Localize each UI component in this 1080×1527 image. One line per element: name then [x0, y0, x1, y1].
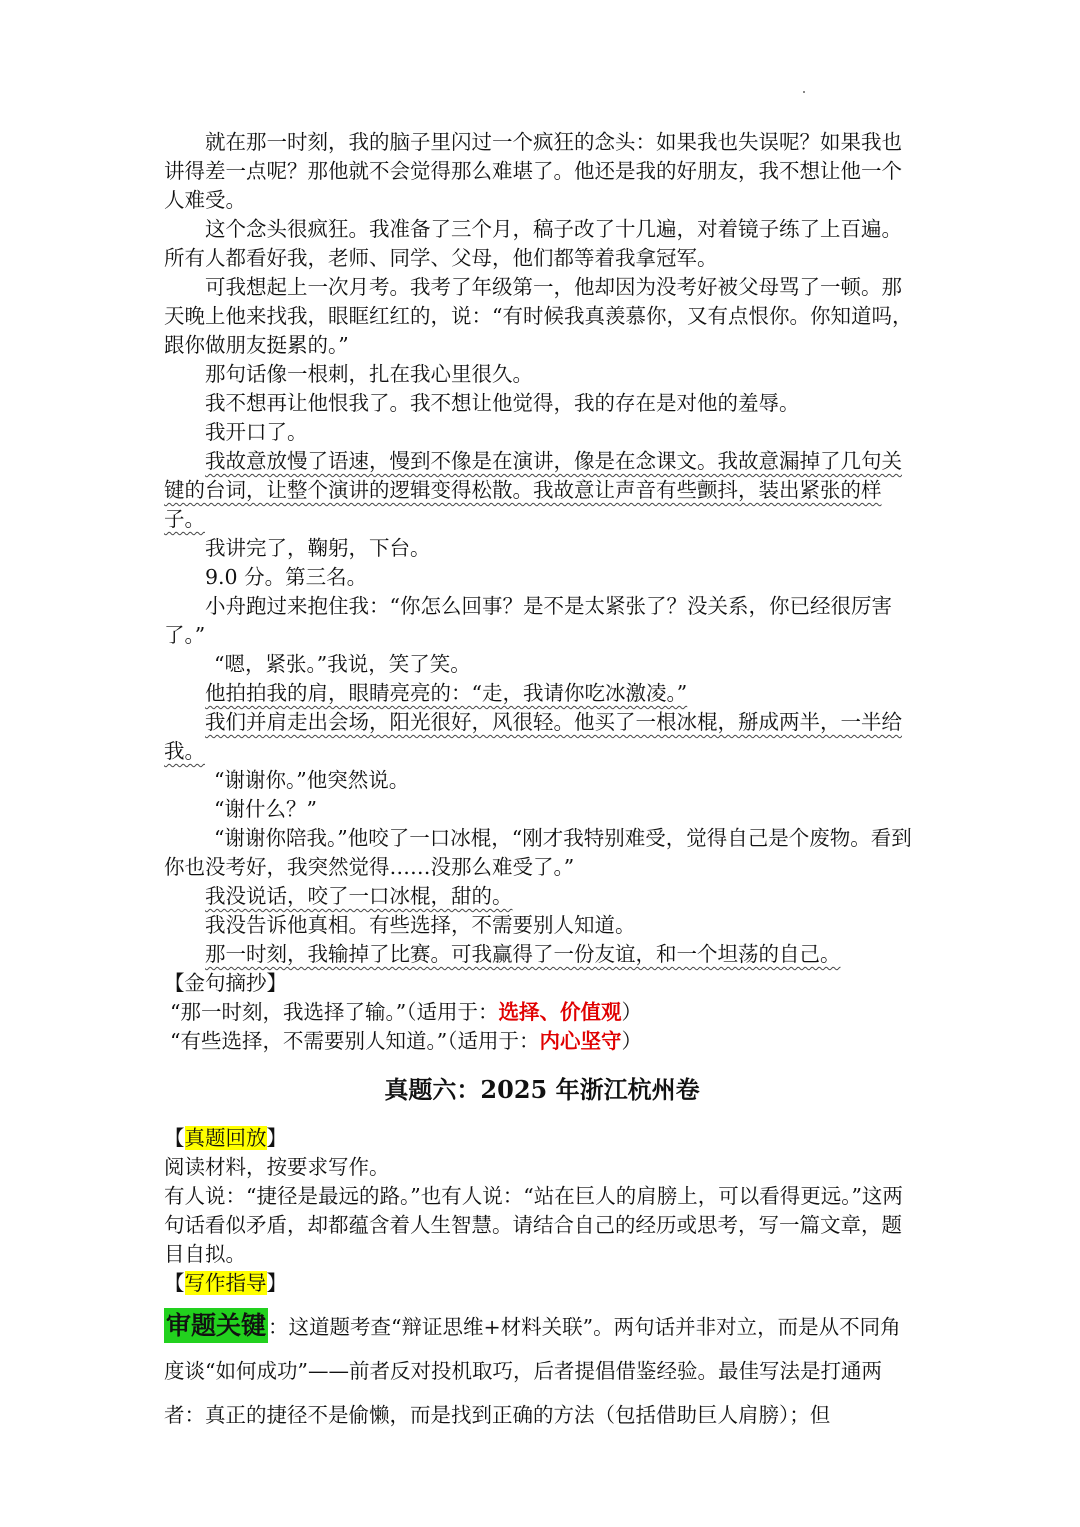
- quote-item-2: [170, 1027, 920, 1056]
- review-heading: [164, 1124, 920, 1153]
- story-paragraph-4: 那句话像一根刺，扎在我心里很久。: [205, 362, 533, 386]
- quote-tag: 内心坚守: [539, 1029, 622, 1053]
- review-label: 真题回放: [184, 1126, 267, 1150]
- story-paragraph-11: “嗯，紧张。”我说，笑了笑。: [214, 652, 471, 676]
- key-label: 审题关键: [164, 1308, 268, 1343]
- bracket: 】: [266, 1126, 287, 1150]
- story-paragraph-9: 9.0 分。第三名。: [205, 565, 368, 589]
- story-paragraph-12: [164, 679, 920, 708]
- key-text: 这道题考查“辩证思维+材料关联”。两句话并非对立，而是从不同角度谈“如何成功”——前者反对投机取巧，后者提倡借鉴经验。最佳写法是打通两者：真正的捷径不是偷懒，而是找到正确的方法（包括借助巨人肩膀）；但: [164, 1315, 901, 1427]
- key-colon: ：: [268, 1315, 289, 1339]
- prompt-material: 有人说：“捷径是最远的路。”也有人说：“站在巨人的肩膀上，可以看得更远。”这两句话看似矛盾，却都蕴含着人生智慧。请结合自己的经历或思考，写一篇文章，题目自拟。: [164, 1184, 903, 1266]
- underlined-text: 我没说话，咬了一口冰棍，甜的。: [205, 884, 513, 908]
- quote-tag: 选择、价值观: [498, 1000, 622, 1024]
- bracket: 【: [164, 1271, 185, 1295]
- guide-label: 写作指导: [184, 1271, 267, 1295]
- story-paragraph-1: 就在那一时刻，我的脑子里闪过一个疯狂的念头：如果我也失误呢？如果我也讲得差一点呢？那他就不会觉得那么难堪了。他还是我的好朋友，我不想让他一个人难受。: [164, 130, 902, 212]
- page-dot-mark: [803, 91, 805, 93]
- quote-text: “有些选择，不需要别人知道。”（适用于：: [170, 1029, 540, 1053]
- story-paragraph-2: 这个念头很疯狂。我准备了三个月，稿子改了十几遍，对着镜子练了上百遍。所有人都看好我，老师、同学、父母，他们都等着我拿冠军。: [164, 217, 902, 270]
- underlined-text: 我故意放慢了语速，慢到不像是在演讲，像是在念课文。我故意漏掉了几句关键的台词，让整个演讲的逻辑变得松散。我故意让声音有些颤抖，装出紧张的样子。: [164, 449, 902, 531]
- story-paragraph-16: “谢谢你陪我。”他咬了一口冰棍，“刚才我特别难受，觉得自己是个废物。看到你也没考好，我突然觉得……没那么难受了。”: [164, 826, 912, 879]
- story-paragraph-15: “谢什么？”: [214, 797, 317, 821]
- story-paragraph-17: [164, 882, 920, 911]
- guide-heading: [164, 1269, 920, 1298]
- story-paragraph-13: [164, 708, 920, 766]
- bracket: 【: [164, 1126, 185, 1150]
- story-paragraph-8: 我讲完了，鞠躬，下台。: [205, 536, 431, 560]
- page-content: [164, 128, 920, 1437]
- story-paragraph-5: 我不想再让他恨我了。我不想让他觉得，我的存在是对他的羞辱。: [205, 391, 800, 415]
- story-paragraph-7: [164, 447, 920, 534]
- underlined-text: 我们并肩走出会场，阳光很好，风很轻。他买了一根冰棍，掰成两半，一半给我。: [164, 710, 902, 763]
- prompt-line-1: 阅读材料，按要求写作。: [164, 1155, 390, 1179]
- story-paragraph-18: 我没告诉他真相。有些选择，不需要别人知道。: [205, 913, 636, 937]
- story-paragraph-10: 小舟跑过来抱住我：“你怎么回事？是不是太紧张了？没关系，你已经很厉害了。”: [164, 594, 892, 647]
- story-paragraph-14: “谢谢你。”他突然说。: [214, 768, 410, 792]
- quote-item-1: [170, 998, 920, 1027]
- quote-text: “那一时刻，我选择了输。”（适用于：: [170, 1000, 499, 1024]
- story-paragraph-6: 我开口了。: [205, 420, 308, 444]
- story-paragraph-3: 可我想起上一次月考。我考了年级第一，他却因为没考好被父母骂了一顿。那天晚上他来找我，眼眶红红的，说：“有时候我真羡慕你，又有点恨你。你知道吗，跟你做朋友挺累的。”: [164, 275, 913, 357]
- quote-paren: ）: [621, 1000, 642, 1024]
- underlined-text: 他拍拍我的肩，眼睛亮亮的：“走，我请你吃冰激凌。”: [205, 681, 688, 705]
- underlined-text: 那一时刻，我输掉了比赛。可我赢得了一份友谊，和一个坦荡的自己。: [205, 942, 841, 966]
- story-paragraph-19: [164, 940, 920, 969]
- section-title: 真题六：2025 年浙江杭州卷: [384, 1075, 700, 1104]
- bracket: 】: [266, 1271, 287, 1295]
- quotes-heading: 【金句摘抄】: [164, 971, 287, 995]
- key-analysis: [164, 1304, 920, 1437]
- quote-paren: ）: [621, 1029, 642, 1053]
